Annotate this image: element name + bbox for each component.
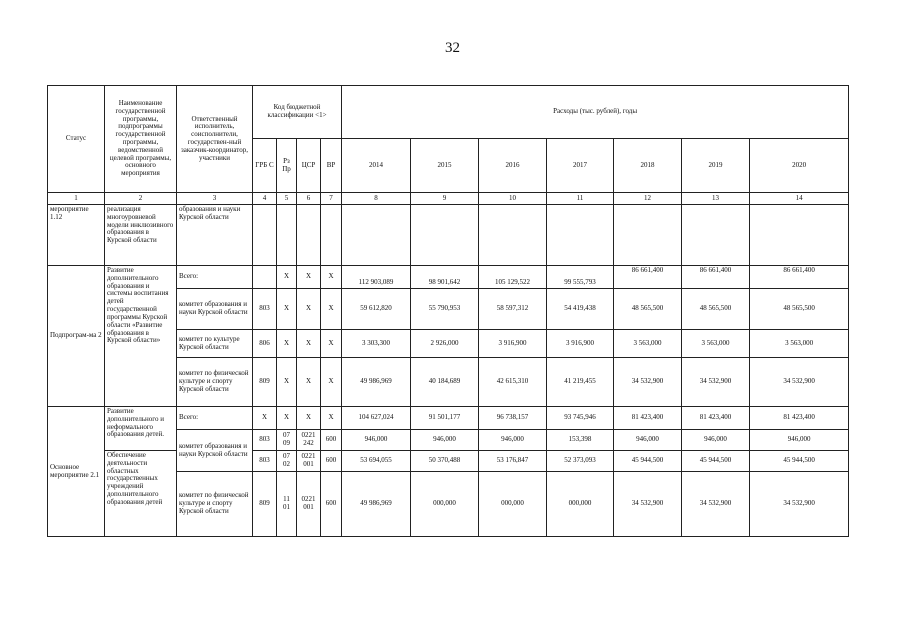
header-year: 2015 [411, 139, 479, 193]
status-cell: Подпрограм-ма 2 [48, 266, 105, 407]
value-cell: 3 916,900 [547, 330, 614, 358]
value-cell: 34 532,900 [682, 472, 750, 537]
index-cell: 8 [342, 193, 411, 205]
value-cell: 48 565,500 [614, 289, 682, 330]
value-cell: 946,000 [682, 430, 750, 451]
table-row [48, 205, 849, 266]
value-cell: 105 129,522 [479, 266, 547, 289]
value-cell: 34 532,900 [750, 472, 849, 537]
value-cell: 000,000 [479, 472, 547, 537]
header-year: 2020 [750, 139, 849, 193]
grbs-cell: X [253, 407, 277, 430]
index-cell: 3 [177, 193, 253, 205]
table-row [48, 266, 849, 289]
rzpr-cell: 07 09 [277, 430, 297, 451]
executor-cell: комитет образования и науки Курской области [177, 430, 253, 472]
rzpr-cell: 11 01 [277, 472, 297, 537]
csr-cell: 0221 001 [297, 451, 321, 472]
value-cell: 93 745,946 [547, 407, 614, 430]
header-year: 2014 [342, 139, 411, 193]
index-cell: 14 [750, 193, 849, 205]
value-cell: 946,000 [614, 430, 682, 451]
value-cell: 104 627,024 [342, 407, 411, 430]
value-cell: 000,000 [547, 472, 614, 537]
value-cell: 49 986,969 [342, 358, 411, 407]
budget-table [47, 85, 849, 537]
grbs-cell: 803 [253, 289, 277, 330]
value-cell: 946,000 [479, 430, 547, 451]
value-cell: 59 612,820 [342, 289, 411, 330]
value-cell: 34 532,900 [682, 358, 750, 407]
vr-cell: X [321, 330, 342, 358]
header-executor: Ответственный исполнитель, соисполнители, государствен-ный заказчик-координатор, участники [177, 86, 253, 193]
header-row-1 [48, 86, 849, 139]
executor-cell: комитет по физической культуре и спорту Курской области [177, 472, 253, 537]
vr-cell: X [321, 266, 342, 289]
vr-cell: X [321, 407, 342, 430]
index-cell: 5 [277, 193, 297, 205]
value-cell: 3 563,000 [682, 330, 750, 358]
value-cell: 53 694,055 [342, 451, 411, 472]
executor-cell: комитет образования и науки Курской области [177, 289, 253, 330]
index-cell: 1 [48, 193, 105, 205]
column-index-row [48, 193, 849, 205]
header-grbs: ГРБ С [253, 139, 277, 193]
rzpr-cell: X [277, 407, 297, 430]
executor-cell: Всего: [177, 266, 253, 289]
csr-cell: X [297, 407, 321, 430]
value-cell: 48 565,500 [682, 289, 750, 330]
value-cell: 41 219,455 [547, 358, 614, 407]
value-cell: 3 916,900 [479, 330, 547, 358]
vr-cell: 600 [321, 430, 342, 451]
value-cell: 86 661,400 [614, 266, 682, 289]
value-cell: 55 790,953 [411, 289, 479, 330]
value-cell: 34 532,900 [750, 358, 849, 407]
value-cell: 99 555,793 [547, 266, 614, 289]
header-budget-code: Код бюджетной классификации <1> [253, 86, 342, 139]
value-cell: 53 176,847 [479, 451, 547, 472]
executor-cell: комитет по культуре Курской области [177, 330, 253, 358]
value-cell: 81 423,400 [614, 407, 682, 430]
name-cell: Обеспечение деятельности областных государственных учреждений дополнительного образования детей [105, 451, 177, 537]
csr-cell: X [297, 289, 321, 330]
value-cell: 946,000 [342, 430, 411, 451]
rzpr-cell: 07 02 [277, 451, 297, 472]
value-cell: 34 532,900 [614, 358, 682, 407]
index-cell: 2 [105, 193, 177, 205]
executor-cell: Всего: [177, 407, 253, 430]
value-cell: 000,000 [411, 472, 479, 537]
grbs-cell: 803 [253, 451, 277, 472]
vr-cell: 600 [321, 451, 342, 472]
csr-cell: X [297, 358, 321, 407]
value-cell: 98 901,642 [411, 266, 479, 289]
header-status: Статус [48, 86, 105, 193]
value-cell: 40 184,689 [411, 358, 479, 407]
table-row [48, 407, 849, 430]
header-name: Наименование государственной программы, подпрограммы государственной программы, ведомственной целевой программы, основного мероприятия [105, 86, 177, 193]
header-expenses: Расходы (тыс. рублей), годы [342, 86, 849, 139]
vr-cell: X [321, 358, 342, 407]
rzpr-cell: X [277, 330, 297, 358]
index-cell: 9 [411, 193, 479, 205]
value-cell: 81 423,400 [682, 407, 750, 430]
value-cell: 58 597,312 [479, 289, 547, 330]
value-cell: 48 565,500 [750, 289, 849, 330]
value-cell: 45 944,500 [614, 451, 682, 472]
value-cell: 946,000 [750, 430, 849, 451]
index-cell: 7 [321, 193, 342, 205]
executor-cell: комитет по физической культуре и спорту Курской области [177, 358, 253, 407]
grbs-cell: 809 [253, 358, 277, 407]
grbs-cell [253, 266, 277, 289]
value-cell: 45 944,500 [682, 451, 750, 472]
value-cell: 3 563,000 [614, 330, 682, 358]
value-cell: 3 563,000 [750, 330, 849, 358]
csr-cell: 0221 242 [297, 430, 321, 451]
page-number: 32 [445, 40, 460, 56]
header-year: 2016 [479, 139, 547, 193]
value-cell: 54 419,438 [547, 289, 614, 330]
value-cell: 112 903,089 [342, 266, 411, 289]
value-cell: 52 373,093 [547, 451, 614, 472]
name-cell: реализация многоуровневой модели инклюзивного образования в Курской области [105, 205, 177, 266]
value-cell: 45 944,500 [750, 451, 849, 472]
index-cell: 11 [547, 193, 614, 205]
value-cell: 50 370,488 [411, 451, 479, 472]
value-cell: 81 423,400 [750, 407, 849, 430]
index-cell: 6 [297, 193, 321, 205]
grbs-cell: 803 [253, 430, 277, 451]
csr-cell: X [297, 330, 321, 358]
header-year: 2019 [682, 139, 750, 193]
header-year: 2017 [547, 139, 614, 193]
value-cell: 91 501,177 [411, 407, 479, 430]
value-cell: 3 303,300 [342, 330, 411, 358]
name-cell: Развитие дополнительного и неформального образования детей. [105, 407, 177, 451]
csr-cell: 0221 001 [297, 472, 321, 537]
value-cell: 86 661,400 [682, 266, 750, 289]
index-cell: 10 [479, 193, 547, 205]
header-vr: ВР [321, 139, 342, 193]
executor-cell: образования и науки Курской области [177, 205, 253, 266]
index-cell: 13 [682, 193, 750, 205]
status-cell: мероприятие 1.12 [48, 205, 105, 266]
value-cell: 2 926,000 [411, 330, 479, 358]
vr-cell: X [321, 289, 342, 330]
header-rzpr: Рз Пр [277, 139, 297, 193]
grbs-cell: 809 [253, 472, 277, 537]
value-cell: 153,398 [547, 430, 614, 451]
value-cell: 42 615,310 [479, 358, 547, 407]
index-cell: 12 [614, 193, 682, 205]
value-cell: 49 986,969 [342, 472, 411, 537]
value-cell: 96 738,157 [479, 407, 547, 430]
value-cell: 86 661,400 [750, 266, 849, 289]
header-year: 2018 [614, 139, 682, 193]
table-row [48, 451, 849, 472]
index-cell: 4 [253, 193, 277, 205]
value-cell: 34 532,900 [614, 472, 682, 537]
value-cell: 946,000 [411, 430, 479, 451]
rzpr-cell: X [277, 289, 297, 330]
header-csr: ЦСР [297, 139, 321, 193]
csr-cell: X [297, 266, 321, 289]
vr-cell: 600 [321, 472, 342, 537]
rzpr-cell: X [277, 266, 297, 289]
name-cell: Развитие дополнительного образования и системы воспитания детей государственной программы Курской области «Развитие образования в Курской области» [105, 266, 177, 407]
grbs-cell: 806 [253, 330, 277, 358]
rzpr-cell: X [277, 358, 297, 407]
status-cell: Основное мероприятие 2.1 [48, 407, 105, 537]
